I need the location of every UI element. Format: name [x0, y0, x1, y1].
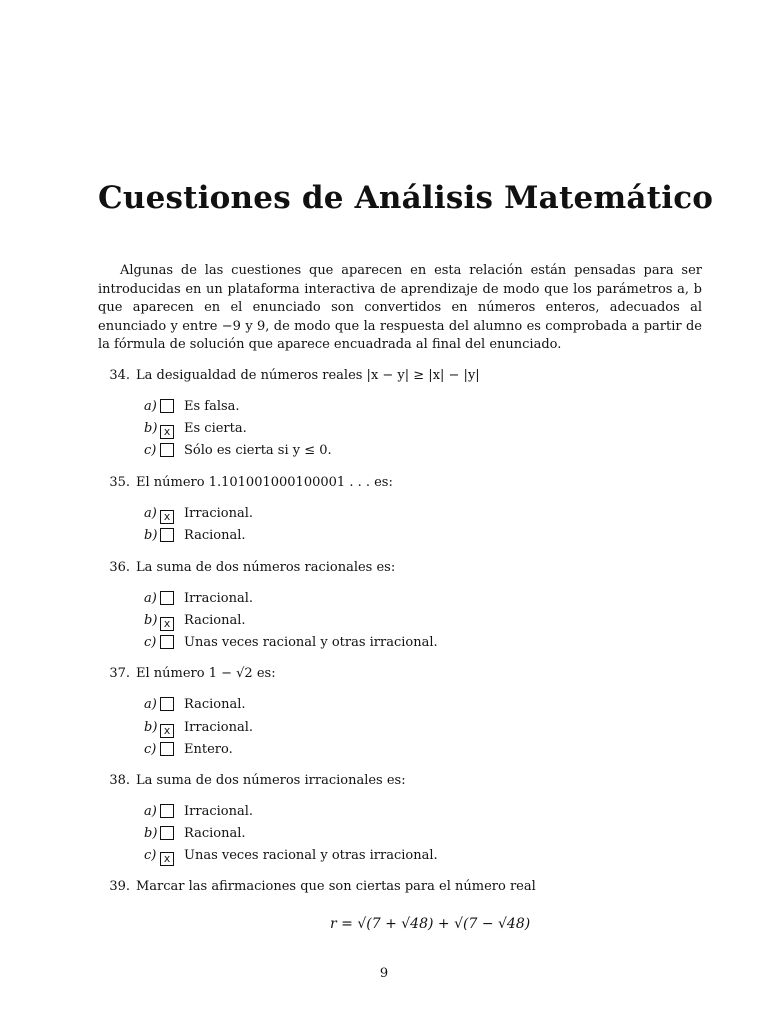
checkbox[interactable]: x	[160, 724, 174, 738]
question-39	[104, 879, 536, 894]
question-number: 37.	[109, 666, 130, 681]
question-text: El número 1.101001000100001 . . . es:	[136, 475, 393, 490]
question-text: El número 1 − √2 es:	[136, 666, 276, 681]
option-label: b)	[144, 613, 158, 628]
option-text: Es falsa.	[184, 399, 240, 414]
question-number: 38.	[109, 773, 130, 788]
option-label: a)	[144, 804, 157, 819]
option-label: b)	[144, 720, 158, 735]
option-34a[interactable]	[144, 398, 240, 416]
option-text: Unas veces racional y otras irracional.	[184, 635, 438, 650]
checkbox[interactable]	[160, 528, 174, 542]
question-number: 39.	[109, 879, 130, 894]
option-text: Racional.	[184, 528, 246, 543]
option-text: Racional.	[184, 613, 246, 628]
option-label: c)	[144, 635, 157, 650]
option-35a[interactable]	[144, 505, 253, 523]
option-label: c)	[144, 848, 157, 863]
checkbox[interactable]	[160, 697, 174, 711]
option-text: Irracional.	[184, 804, 253, 819]
option-text: Sólo es cierta si y ≤ 0.	[184, 443, 332, 458]
checkbox[interactable]: x	[160, 510, 174, 524]
option-label: b)	[144, 421, 158, 436]
checkbox[interactable]	[160, 804, 174, 818]
checkbox[interactable]	[160, 635, 174, 649]
option-text: Entero.	[184, 742, 233, 757]
question-number: 34.	[109, 368, 130, 383]
option-label: a)	[144, 591, 157, 606]
option-37a[interactable]	[144, 696, 246, 714]
option-38b[interactable]	[144, 825, 246, 843]
option-36a[interactable]	[144, 590, 253, 608]
option-text: Racional.	[184, 826, 246, 841]
option-label: a)	[144, 506, 157, 521]
option-text: Irracional.	[184, 506, 253, 521]
question-37	[104, 666, 276, 681]
question-number: 35.	[109, 475, 130, 490]
page-number: 9	[379, 966, 389, 981]
option-38c[interactable]	[144, 847, 438, 865]
checkbox[interactable]: x	[160, 852, 174, 866]
option-36c[interactable]	[144, 634, 438, 652]
formula: r = √(7 + √48) + √(7 − √48)	[330, 916, 531, 932]
question-text: Marcar las afirmaciones que son ciertas para el número real	[136, 879, 536, 894]
option-text: Unas veces racional y otras irracional.	[184, 848, 438, 863]
checkbox[interactable]	[160, 591, 174, 605]
option-37b[interactable]	[144, 719, 253, 737]
option-35b[interactable]	[144, 527, 246, 545]
option-label: a)	[144, 697, 157, 712]
option-text: Es cierta.	[184, 421, 247, 436]
option-37c[interactable]	[144, 741, 233, 759]
checkbox[interactable]	[160, 399, 174, 413]
option-label: c)	[144, 742, 157, 757]
intro-paragraph: Algunas de las cuestiones que aparecen en esta relación están pensadas para ser introducidas en un plataforma interactiva de aprendizaje de modo que los parámetros a, b que aparecen en el enunciado son convertidos en números enteros, adecuados al enunciado y entre −9 y 9, de modo que la respuesta del alumno es comprobada a partir de la fórmula de solución que aparece encuadrada al final del enunciado.	[98, 263, 702, 352]
question-34	[104, 368, 480, 383]
option-label: b)	[144, 826, 158, 841]
option-text: Irracional.	[184, 720, 253, 735]
option-36b[interactable]	[144, 612, 246, 630]
option-34c[interactable]	[144, 442, 332, 460]
question-text: La desigualdad de números reales |x − y| ≥ |x| − |y|	[136, 368, 480, 383]
question-number: 36.	[109, 560, 130, 575]
checkbox[interactable]: x	[160, 617, 174, 631]
option-label: a)	[144, 399, 157, 414]
option-label: c)	[144, 443, 157, 458]
question-36	[104, 560, 395, 575]
option-label: b)	[144, 528, 158, 543]
checkbox[interactable]	[160, 742, 174, 756]
option-34b[interactable]	[144, 420, 247, 438]
question-35	[104, 475, 393, 490]
page-title: Cuestiones de Análisis Matemático	[98, 180, 714, 216]
question-text: La suma de dos números irracionales es:	[136, 773, 406, 788]
option-text: Racional.	[184, 697, 246, 712]
checkbox[interactable]	[160, 826, 174, 840]
checkbox[interactable]: x	[160, 425, 174, 439]
question-text: La suma de dos números racionales es:	[136, 560, 396, 575]
option-text: Irracional.	[184, 591, 253, 606]
question-38	[104, 773, 406, 788]
checkbox[interactable]	[160, 443, 174, 457]
option-38a[interactable]	[144, 803, 253, 821]
